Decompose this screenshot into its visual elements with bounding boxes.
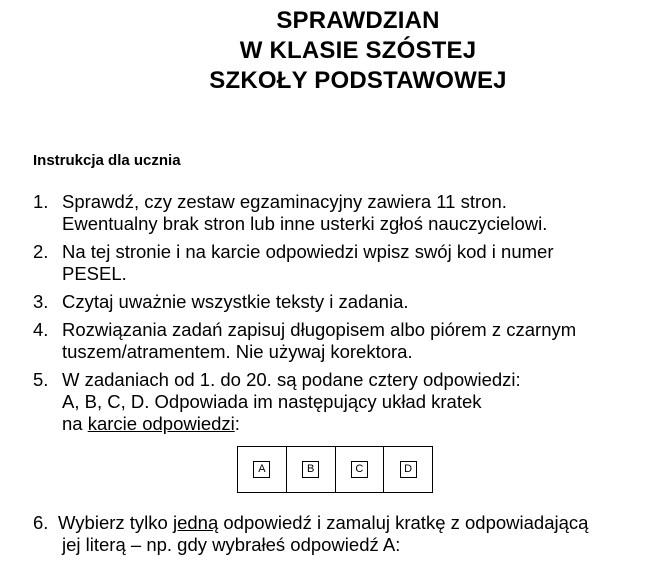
item-text-line: jej literą – np. gdy wybrałeś odpowiedź A: <box>62 534 401 555</box>
item-text-prefix: na <box>62 413 88 434</box>
item-text-line: PESEL. <box>62 263 127 284</box>
instructions-heading: Instrukcja dla ucznia <box>33 152 181 169</box>
answer-box-d: D <box>400 461 417 478</box>
answer-box-a: A <box>253 461 270 478</box>
item-number: 6. <box>33 512 49 533</box>
item-text-line: Sprawdź, czy zestaw egzaminacyjny zawiera 11 stron. <box>62 191 507 212</box>
item-text-line: W zadaniach od 1. do 20. są podane cztery odpowiedzi: <box>62 369 521 390</box>
title-line-2: W KLASIE SZÓSTEJ <box>239 37 477 64</box>
item-text-line <box>58 511 588 534</box>
answer-cell-b <box>287 447 336 492</box>
item-text-line: Rozwiązania zadań zapisuj długopisem albo piórem z czarnym <box>62 319 577 340</box>
item-number: 1. <box>33 191 49 212</box>
item-text-line <box>62 412 240 435</box>
title-line-3: SZKOŁY PODSTAWOWEJ <box>209 67 507 94</box>
answer-box-c: C <box>351 461 368 478</box>
item-number: 3. <box>33 291 49 312</box>
item-text-suffix: odpowiedź i zamaluj kratkę z odpowiadającą <box>218 512 589 533</box>
item-text-line: tuszem/atramentem. Nie używaj korektora. <box>62 341 413 362</box>
item-number: 4. <box>33 319 49 340</box>
item-text-suffix: : <box>234 413 240 434</box>
item-text-line: A, B, C, D. Odpowiada im następujący układ kratek <box>62 391 482 412</box>
answer-grid <box>237 446 433 493</box>
answer-cell-d <box>384 447 432 492</box>
answer-box-b: B <box>302 461 319 478</box>
item-number: 2. <box>33 241 49 262</box>
item-text-line: Czytaj uważnie wszystkie teksty i zadania. <box>62 291 409 312</box>
answer-card-term: karcie odpowiedzi <box>87 413 235 434</box>
only-one-term: jedną <box>172 512 219 533</box>
answer-cell-a <box>238 447 287 492</box>
answer-cell-c <box>336 447 385 492</box>
title-line-1: SPRAWDZIAN <box>276 7 440 34</box>
item-text-line: Na tej stronie i na karcie odpowiedzi wpisz swój kod i numer <box>62 241 554 262</box>
item-text-line: Ewentualny brak stron lub inne usterki zgłoś nauczycielowi. <box>62 213 548 234</box>
item-text-prefix: Wybierz tylko <box>58 512 173 533</box>
item-number: 5. <box>33 369 49 390</box>
